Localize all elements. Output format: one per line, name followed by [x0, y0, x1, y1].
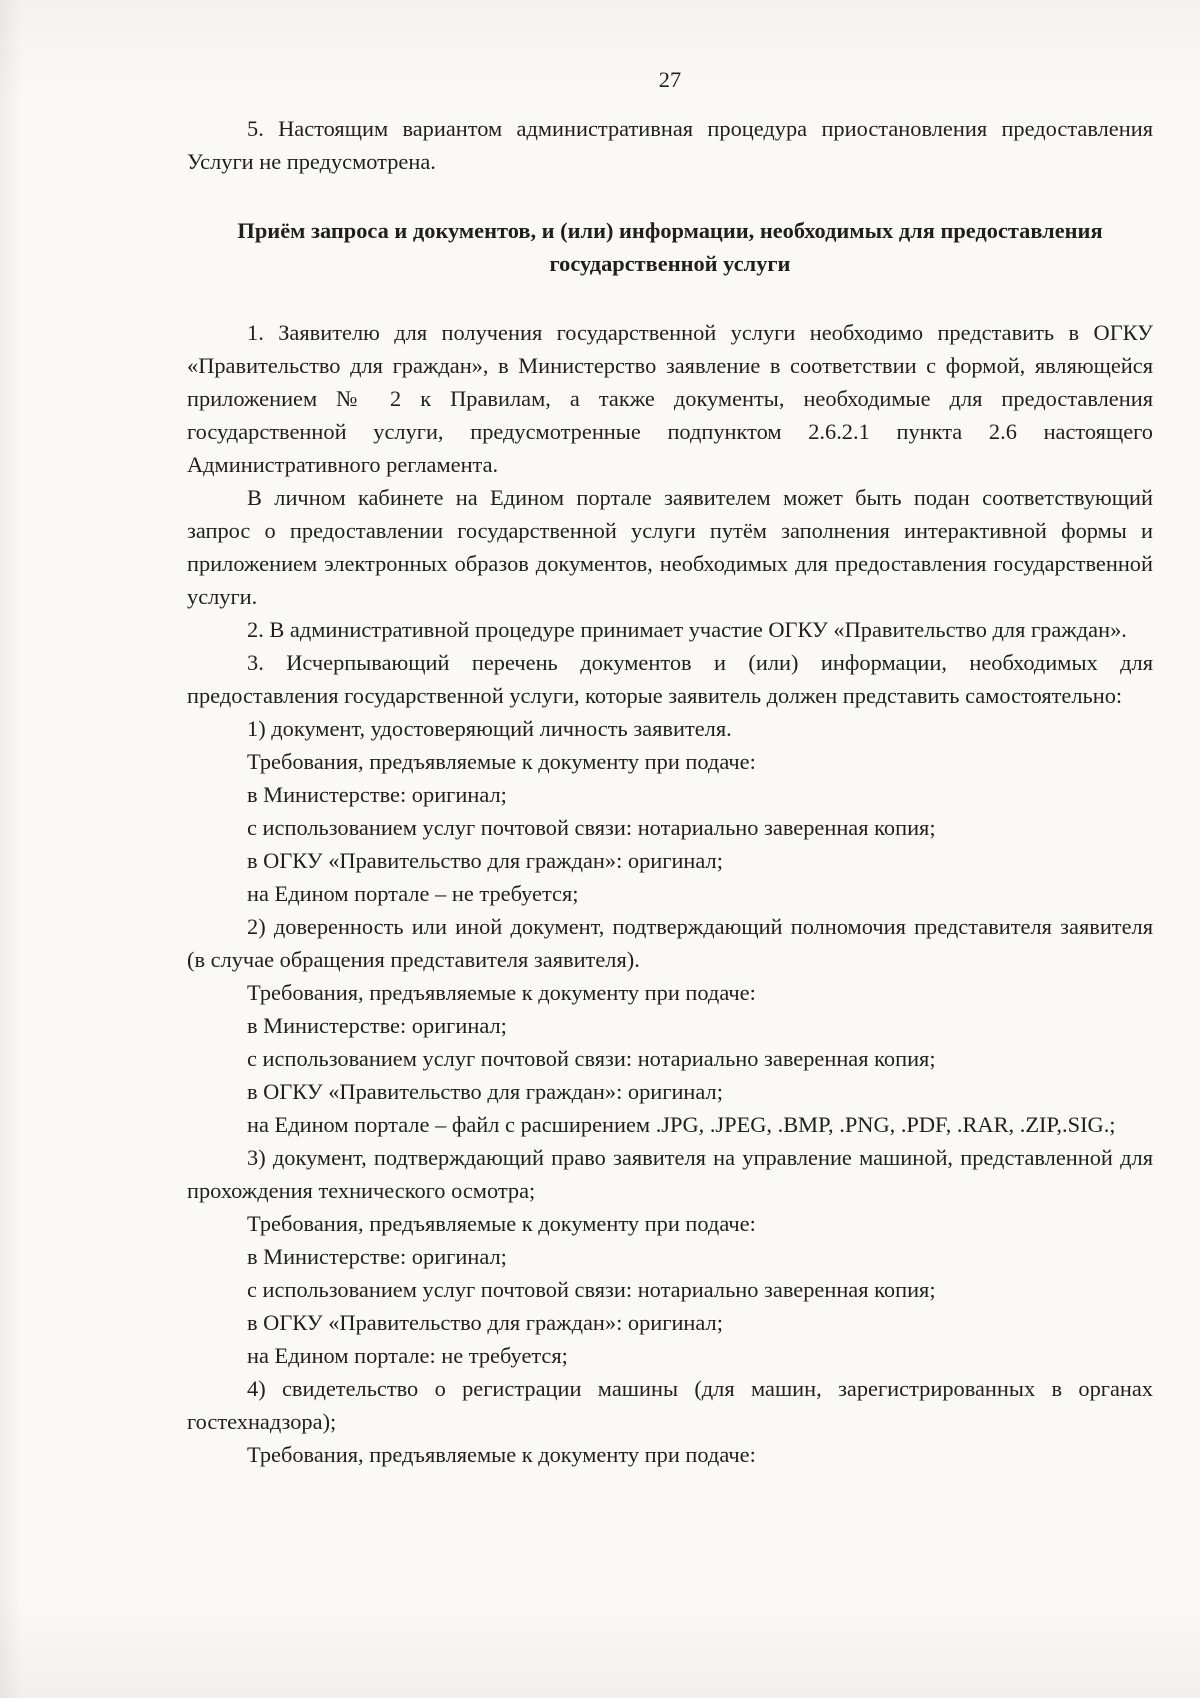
section-heading: Приём запроса и документов, и (или) информации, необходимых для предоставления государственной услуги [237, 218, 1103, 276]
requirement-post: с использованием услуг почтовой связи: нотариально заверенная копия; [247, 815, 936, 840]
paragraph-5-top: 5. Настоящим вариантом административная процедура приостановления предоставления Услуги не предусмотрена. [187, 116, 1153, 174]
requirement-ogku: в ОГКУ «Правительство для граждан»: оригинал; [247, 1310, 723, 1335]
requirements-line: Требования, предъявляемые к документу при подаче: [247, 980, 756, 1005]
requirements-line: Требования, предъявляемые к документу при подаче: [247, 1442, 756, 1467]
list-item-1: 1) документ, удостоверяющий личность заявителя. [247, 716, 732, 741]
requirements-line: Требования, предъявляемые к документу при подаче: [247, 749, 756, 774]
requirement-ministry: в Министерстве: оригинал; [247, 1013, 507, 1038]
scan-edge-shadow [0, 0, 22, 1698]
requirement-portal: на Едином портале – не требуется; [247, 881, 579, 906]
requirement-ministry: в Министерстве: оригинал; [247, 1244, 507, 1269]
paragraph-2: 2. В административной процедуре принимает участие ОГКУ «Правительство для граждан». [247, 617, 1127, 642]
requirement-post: с использованием услуг почтовой связи: нотариально заверенная копия; [247, 1046, 936, 1071]
requirement-ogku: в ОГКУ «Правительство для граждан»: оригинал; [247, 848, 723, 873]
requirement-post: с использованием услуг почтовой связи: нотариально заверенная копия; [247, 1277, 936, 1302]
paragraph-3: 3. Исчерпывающий перечень документов и (или) информации, необходимых для предоставления государственной услуги, которые заявитель должен представить самостоятельно: [187, 650, 1153, 708]
requirement-portal: на Едином портале: не требуется; [247, 1343, 568, 1368]
list-item-2: 2) доверенность или иной документ, подтверждающий полномочия представителя заявителя (в случае обращения представителя заявителя). [187, 914, 1153, 972]
list-item-4: 4) свидетельство о регистрации машины (для машин, зарегистрированных в органах гостехнадзора); [187, 1376, 1153, 1434]
requirement-ogku: в ОГКУ «Правительство для граждан»: оригинал; [247, 1079, 723, 1104]
requirement-ministry: в Министерстве: оригинал; [247, 782, 507, 807]
requirements-line: Требования, предъявляемые к документу при подаче: [247, 1211, 756, 1236]
page-number: 27 [658, 67, 682, 92]
requirement-portal-files: на Едином портале – файл с расширением .JPG, .JPEG, .BMP, .PNG, .PDF, .RAR, .ZIP,.SIG.; [247, 1112, 1116, 1137]
list-item-3: 3) документ, подтверждающий право заявителя на управление машиной, представленной для прохождения технического осмотра; [187, 1145, 1153, 1203]
paragraph-online: В личном кабинете на Едином портале заявителем может быть подан соответствующий запрос о предоставлении государственной услуги путём заполнения интерактивной формы и приложением электронных образов документов, необходимых для предоставления государственной услуги. [187, 485, 1153, 609]
paragraph-1: 1. Заявителю для получения государственной услуги необходимо представить в ОГКУ «Правительство для граждан», в Министерство заявление в соответствии с формой, являющейся приложением № 2 к Правилам, а также документы, необходимые для предоставления государственной услуги, предусмотренные подпунктом 2.6.2.1 пункта 2.6 настоящего Административного регламента. [187, 320, 1153, 477]
document-content [187, 60, 1153, 1471]
